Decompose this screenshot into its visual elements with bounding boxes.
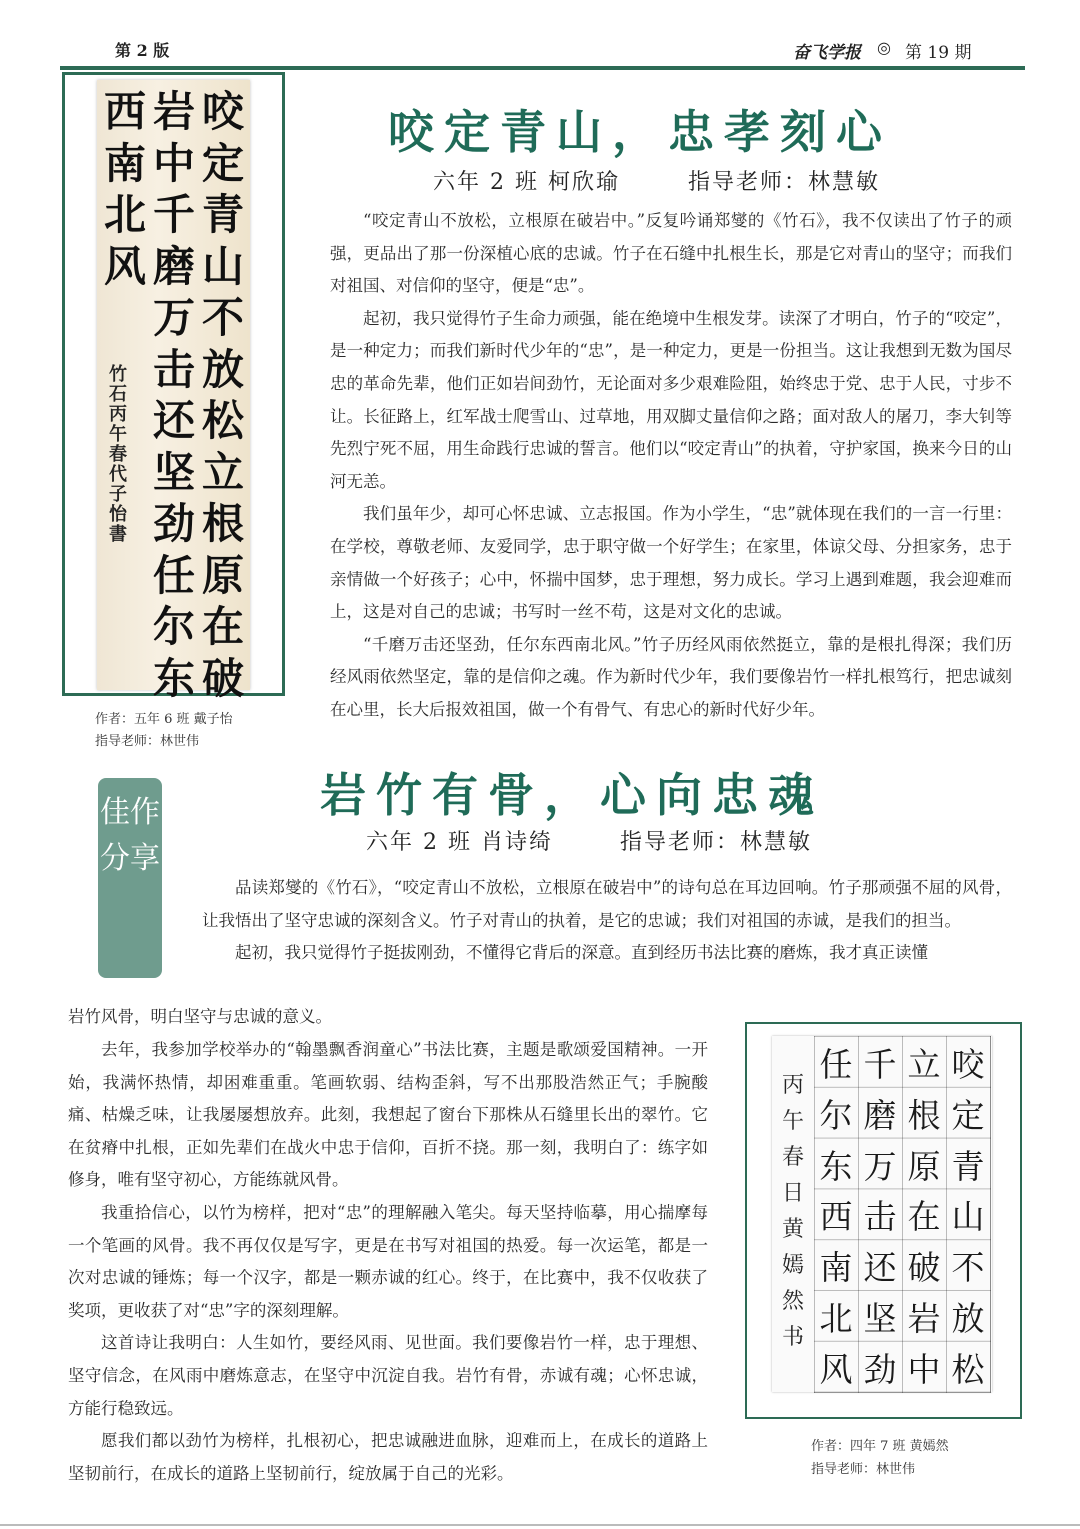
article-teacher: 指导老师：林慧敏 [688,170,881,195]
calligraphy-signature: 丙午春日黄嫣然书 [781,1073,804,1350]
calligraphy-column: 立根原在破岩中 [907,1045,941,1389]
calligraphy-scroll [97,80,250,703]
caption-teacher: 指导老师：林世伟 [811,1462,916,1477]
article-teacher: 指导老师：林慧敏 [620,830,813,855]
calligraphy-column: 咬定青山不放松立根原在破 [201,87,244,703]
article-author: 六年 2 班 柯欣瑜 [433,170,620,195]
article-title: 岩竹有骨，心向忠魂 [320,768,824,822]
article-body [330,205,1012,727]
paragraph: 岩竹风骨，明白坚守与忠诚的意义。 [68,1007,332,1026]
paragraph: 品读郑燮的《竹石》，“咬定青山不放松，立根原在破岩中”的诗句总在耳边回响。竹子那顽强不屈的风骨，让我悟出了坚守忠诚的深刻含义。竹子对青山的执着，是它的忠诚；我们对祖国的赤诚，是我们的担当。 [202,878,1012,930]
paragraph: 这首诗让我明白：人生如竹，要经风雨、见世面。我们要像岩竹一样，忠于理想、坚守信念，在风雨中磨炼意志，在坚守中沉淀自我。岩竹有骨，赤诚有魂；心怀忠诚，方能行稳致远。 [68,1333,708,1418]
issue-number: 第 19 期 [905,43,972,63]
article-body [68,1034,708,1490]
header-rule [60,66,1025,70]
page-number: 第 2 版 [115,41,170,60]
paragraph: 我重拾信心，以竹为榜样，把对“忠”的理解融入笔尖。每天坚持临摹，用心揣摩每一个笔画的风骨。我不再仅仅是写字，更是在书写对祖国的热爱。每一次运笔，都是一次对忠诚的锤炼；每一个汉字，都是一颗赤诚的红心。终于，在比赛中，我不仅收获了奖项，更收获了对“忠”字的深刻理解。 [68,1202,708,1320]
paragraph: “千磨万击还坚劲，任尔东西南北风。”竹子历经风雨依然挺立，靠的是根扎得深；我们历经风雨依然坚定，靠的是信仰之魂。作为新时代少年，我们要像岩竹一样扎根笃行，把忠诚刻在心里，长大后报效祖国，做一个有骨气、有忠心的新时代好少年。 [330,634,1012,719]
paragraph: “咬定青山不放松，立根原在破岩中。”反复吟诵郑燮的《竹石》，我不仅读出了竹子的顽强，更品出了那一份深植心底的忠诚。竹子在石缝中扎根生长，那是它对青山的坚守；而我们对祖国、对信仰的坚守，便是“忠”。 [330,211,1012,296]
calligraphy-column: 西南北风 [103,87,146,291]
calligraphy-signature: 竹石丙午春代子怡書 [109,364,127,545]
paragraph: 起初，我只觉得竹子挺拔刚劲，不懂得它背后的深意。直到经历书法比赛的磨炼，我才真正读懂 [235,943,928,963]
paragraph: 愿我们都以劲竹为榜样，扎根初心，把忠诚融进血脉，迎难而上，在成长的道路上坚韧前行，在成长的道路上坚韧前行，绽放属于自己的光彩。 [68,1431,708,1483]
caption-author: 作者：五年 6 班 戴子怡 [95,712,233,727]
calligraphy-paper [772,1036,992,1392]
article-author: 六年 2 班 肖诗绮 [366,830,553,855]
caption-author: 作者：四年 7 班 黄嫣然 [811,1439,949,1454]
calligraphy-column: 千磨万击还坚劲 [863,1045,897,1389]
calligraphy-column: 咬定青山不放松 [951,1045,985,1389]
calligraphy-column: 岩中千磨万击还坚劲任尔东 [152,87,195,703]
footer-rule [0,1524,1080,1526]
article-body [202,872,1012,970]
section-badge: 佳作分享 [98,778,162,978]
calligraphy-grid [814,1036,991,1393]
paragraph: 去年，我参加学校举办的“翰墨飘香润童心”书法比赛，主题是歌颂爱国精神。一开始，我满怀热情，却困难重重。笔画软弱、结构歪斜，写不出那股浩然正气；手腕酸痛、枯燥乏味，让我屡屡想放弃。此刻，我想起了窗台下那株从石缝里长出的翠竹。它在贫瘠中扎根，正如先辈们在战火中忠于信仰，百折不挠。那一刻，我明白了：练字如修身，唯有坚守初心，方能练就风骨。 [68,1040,708,1190]
article-title: 咬定青山，忠孝刻心 [388,105,892,159]
paragraph: 起初，我只觉得竹子生命力顽强，能在绝境中生根发芽。读深了才明白，竹子的“咬定”，是一种定力；而我们新时代少年的“忠”，是一种定力，更是一份担当。这让我想到无数为国尽忠的革命先辈，他们正如岩间劲竹，无论面对多少艰难险阻，始终忠于党、忠于人民，寸步不让。长征路上，红军战士爬雪山、过草地，用双脚丈量信仰之路；面对敌人的屠刀，李大钊等先烈宁死不屈，用生命践行忠诚的誓言。他们以“咬定青山”的执着，守护家国，换来今日的山河无恙。 [330,308,1012,491]
newspaper-name: 奋飞学报 [793,43,861,63]
header-symbol: ◎ [877,38,891,57]
calligraphy-column: 任尔东西南北风 [819,1045,853,1389]
paragraph: 我们虽年少，却可心怀忠诚、立志报国。作为小学生，“忠”就体现在我们的一言一行里：在学校，尊敬老师、友爱同学，忠于职守做一个好学生；在家里，体谅父母、分担家务，忠于亲情做一个好孩子；心中，怀揣中国梦，忠于理想，努力成长。学习上遇到难题，我会迎难而上，这是对自己的忠诚；书写时一丝不苟，这是对文化的忠诚。 [330,504,1012,622]
caption-teacher: 指导老师：林世伟 [95,734,200,749]
article-body [68,1001,728,1034]
